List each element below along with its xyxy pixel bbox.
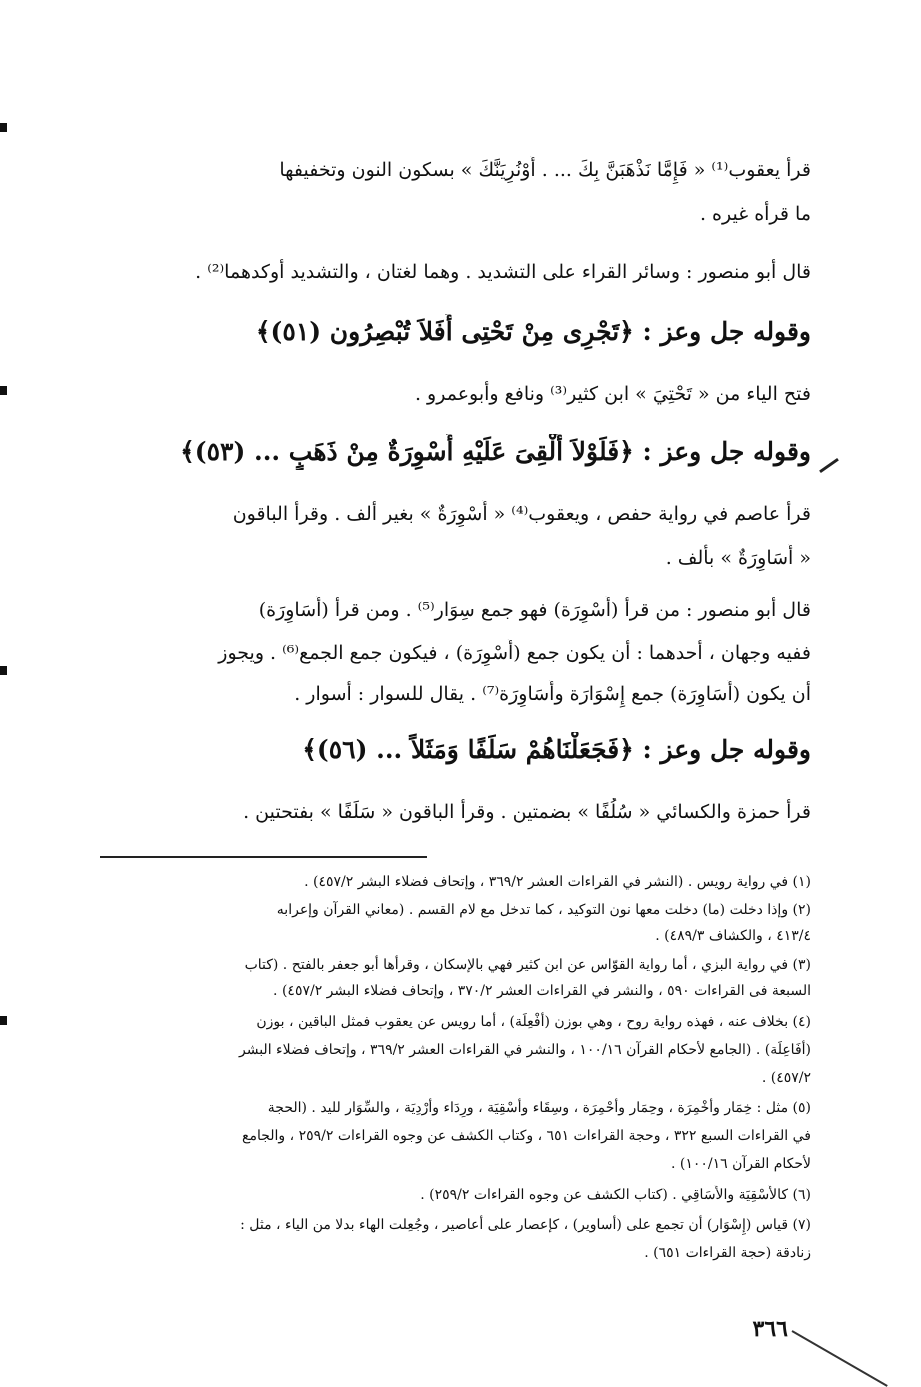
binding-mark — [0, 386, 7, 395]
verse-heading: وقوله جل وعز : ﴿فَجَعَلْنَاهُمْ سَلَفًا وَمَثَلاً ... (٥٦)﴾ — [302, 735, 811, 764]
footnote-line: (أَفَاعِلَة) . (الجامع لأحكام القرآن ١٠٠/١٦ ، والنشر في القراءات العشر ٣٦٩/٢ ، وإتحاف فضلاء البشر — [238, 1042, 811, 1058]
footnote-line: (٥) مثل : خِمَار وأَخْمِرَة ، وحِمَار وأَحْمِرَة ، وسِقَاء وأَسْقِيَة ، ورِدَاء وأَرْدِيَة ، والسِّوَار لليد . (الحجة — [267, 1100, 811, 1116]
page-number: ٣٦٦ — [752, 1316, 788, 1342]
footnote-line: في القراءات السبع ٣٢٢ ، وحجة القراءات ٦٥١ ، وكتاب الكشف عن وجوه القراءات ٢٥٩/٢ ، والجامع — [242, 1128, 811, 1144]
footnote-line: ٤٥٧/٢) . — [761, 1070, 811, 1086]
footnote-line: (٤) بخلاف عنه ، فهذه رواية روح ، وهي بوزن (أَفْعِلَة) ، أما رويس عن يعقوب فمثل الباقين ، بوزن — [256, 1014, 811, 1030]
binding-mark — [0, 666, 7, 675]
body-line: فتح الياء من « تَحْتِيَ » ابن كثير⁽³⁾ ونافع وأبوعمرو . — [414, 383, 811, 405]
footnote-line: السبعة فى القراءات ٥٩٠ ، والنشر في القراءات العشر ٣٧٠/٢ ، وإتحاف فضلاء البشر ٤٥٧/٢) . — [273, 983, 811, 999]
body-line: « أَسَاوِرَةٌ » بألف . — [665, 547, 811, 569]
body-line: قال أبو منصور : من قرأ (أَسْوِرَة) فهو جمع سِوَار⁽⁵⁾ . ومن قرأ (أَسَاوِرَة) — [258, 599, 811, 621]
footnote-line: (٣) في رواية البزي ، أما رواية القوّاس عن ابن كثير فهي بالإسكان ، وقرأها أبو جعفر بالفتح . (كتاب — [244, 957, 811, 973]
footnote-line: (٦) كالأَسْقِيَة والأَسَاقِي . (كتاب الكشف عن وجوه القراءات ٢٥٩/٢) . — [420, 1187, 811, 1203]
binding-mark — [0, 123, 7, 132]
body-line: قرأ يعقوب⁽¹⁾ « فَإِمَّا نَذْهَبَنَّ بِكَ ... . أَوْنُرِيَنَّكَ » بسكون النون وتخفيفها — [279, 159, 811, 181]
verse-heading: وقوله جل وعز : ﴿تَجْرِى مِنْ تَحْتِى أَفَلاَ تُبْصِرُون (٥١)﴾ — [255, 317, 811, 346]
body-line: ما قرأه غيره . — [699, 203, 811, 225]
footnote-line: زنادقة (حجة القراءات ٦٥١) . — [644, 1245, 811, 1261]
scan-artifact-line — [792, 1330, 888, 1387]
footnote-line: (٢) وإذا دخلت (ما) دخلت معها نون التوكيد ، كما تدخل مع لام القسم . (معاني القرآن وإعرابه — [276, 902, 811, 918]
body-line: قال أبو منصور : وسائر القراء على التشديد . وهما لغتان ، والتشديد أوكدهما⁽²⁾ . — [195, 261, 811, 283]
footnote-line: (١) في رواية رويس . (النشر في القراءات العشر ٣٦٩/٢ ، وإتحاف فضلاء البشر ٤٥٧/٢) . — [304, 874, 811, 890]
footnote-line: (٧) قياس (إِسْوَار) أن تجمع على (أساوير) ، كإعصار على أعاصير ، وجُعِلت الهاء بدلا من الياء ، مثل : — [240, 1217, 811, 1233]
verse-heading: وقوله جل وعز : ﴿فَلَوْلاَ أُلْقِىَ عَلَيْهِ أَسْوِرَةٌ مِنْ ذَهَبٍ ... (٥٣)﴾ — [180, 437, 811, 466]
body-line: قرأ عاصم في رواية حفص ، ويعقوب⁽⁴⁾ « أَسْوِرَةٌ » بغير ألف . وقرأ الباقون — [232, 503, 811, 525]
footnote-divider — [100, 856, 427, 858]
footnote-line: ٤١٣/٤ ، والكشاف ٤٨٩/٣) . — [655, 928, 811, 944]
body-line: أن يكون (أَسَاوِرَة) جمع إِسْوَارَة وأَسَاوِرَة⁽⁷⁾ . يقال للسوار : أسوار . — [294, 683, 811, 705]
footnote-line: لأحكام القرآن ١٠٠/١٦) . — [670, 1156, 811, 1172]
binding-mark — [0, 1016, 7, 1025]
body-line: قرأ حمزة والكسائي « سُلُفًا » بضمتين . وقرأ الباقون « سَلَفًا » بفتحتين . — [243, 801, 811, 823]
pen-stroke-mark — [819, 458, 839, 473]
body-line: ففيه وجهان ، أحدهما : أن يكون جمع (أَسْوِرَة) ، فيكون جمع الجمع⁽⁶⁾ . ويجوز — [218, 642, 811, 664]
